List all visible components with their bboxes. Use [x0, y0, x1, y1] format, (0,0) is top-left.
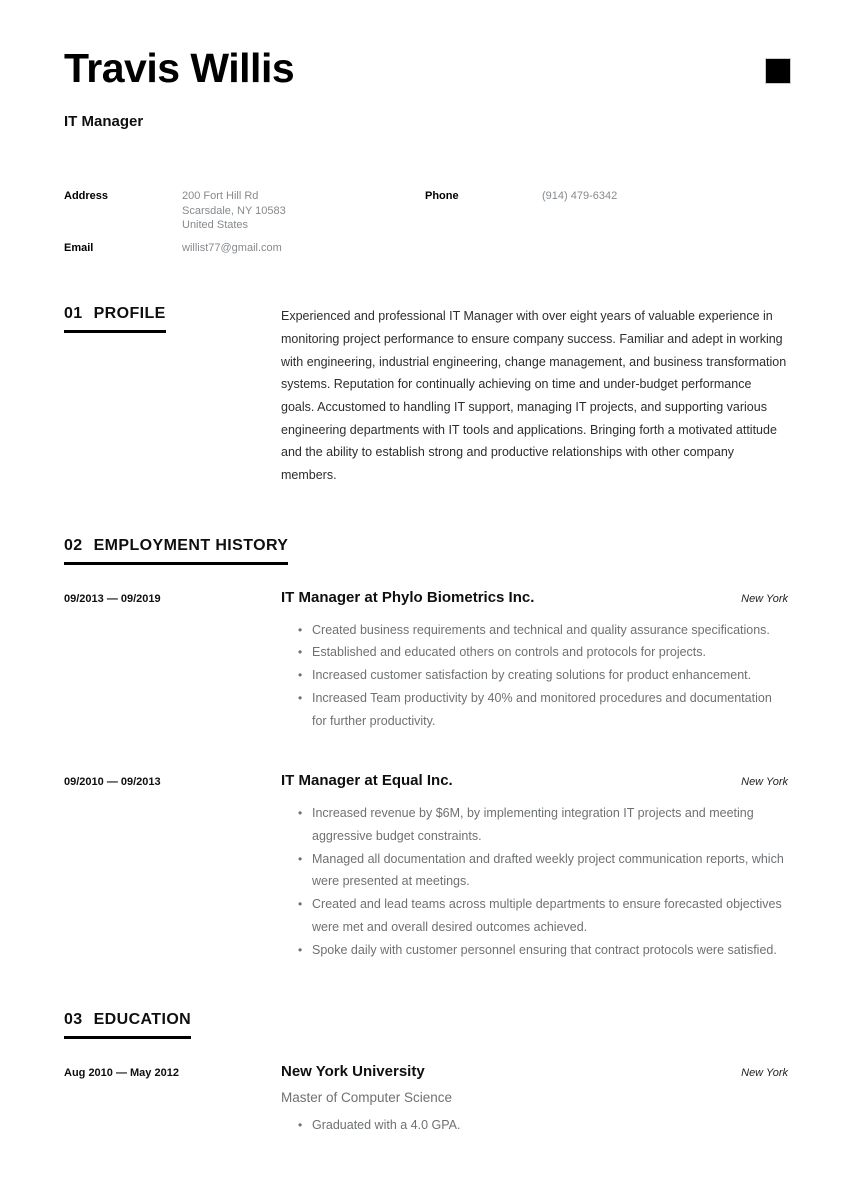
job-bullet: • Increased Team productivity by 40% and monitored procedures and documentation for further productivity.: [281, 687, 788, 732]
contact-block: [64, 189, 788, 255]
profile-section-title: PROFILE: [93, 305, 166, 323]
employment-section-number: 02: [64, 536, 83, 554]
email-value: willist77@gmail.com: [182, 241, 282, 254]
job-location: New York: [741, 776, 788, 789]
job-details: [281, 772, 788, 961]
education-details: [281, 1063, 788, 1137]
job-bullet: • Spoke daily with customer personnel ensuring that contract protocols were satisfied.: [281, 939, 788, 962]
job-bullet: • Established and educated others on controls and protocols for projects.: [281, 641, 788, 664]
section-profile: [64, 305, 788, 487]
education-bullet-list: [281, 1114, 788, 1137]
education-dates: Aug 2010 — May 2012: [64, 1067, 179, 1080]
address-label: Address: [64, 190, 109, 203]
job-bullet-list: [281, 619, 788, 733]
education-degree: Master of Computer Science: [281, 1090, 453, 1106]
employment-section-title: EMPLOYMENT HISTORY: [93, 536, 289, 554]
section-employment-history: [64, 537, 788, 961]
address-line-3: United States: [182, 219, 249, 232]
profile-header-column: [64, 305, 281, 487]
education-section-heading: [64, 1011, 191, 1039]
job-bullet: • Created and lead teams across multiple departments to ensure forecasted objectives were met and overall desired outcomes achieved.: [281, 893, 788, 938]
education-location: New York: [741, 1067, 788, 1080]
job-location: New York: [741, 592, 788, 605]
job-title-line: IT Manager at Equal Inc.: [281, 772, 453, 790]
black-square-icon: [766, 59, 790, 83]
job-details: [281, 589, 788, 733]
section-education: [64, 1011, 788, 1137]
education-bullet: • Graduated with a 4.0 GPA.: [281, 1114, 788, 1137]
address-line-1: 200 Fort Hill Rd: [182, 190, 259, 203]
person-job-title: IT Manager: [64, 113, 144, 131]
job-entry-phylo-biometrics: [64, 589, 788, 733]
contact-row-address-phone: [64, 189, 788, 233]
job-dates: 09/2013 — 09/2019: [64, 592, 161, 605]
education-school: New York University: [281, 1063, 425, 1081]
phone-label: Phone: [425, 190, 459, 203]
profile-section-heading: [64, 305, 166, 333]
email-label: Email: [64, 241, 94, 254]
education-entry-nyu: [64, 1063, 788, 1137]
person-name: Travis Willis: [64, 45, 295, 91]
phone-value: (914) 479-6342: [542, 190, 618, 203]
employment-section-heading: [64, 537, 288, 565]
address-line-2: Scarsdale, NY 10583: [182, 204, 286, 217]
job-title-line: IT Manager at Phylo Biometrics Inc.: [281, 588, 535, 606]
profile-text: Experienced and professional IT Manager with over eight years of valuable experience in monitoring project performance to ensure company success. Familiar and adept in working with engineering, industrial engineering, change management, and business transformation systems. Reputation for continually achieving on time and under-budget performance goals. Accustomed to handling IT support, managing IT projects, and supporting various engineering departments with IT tools and applications. Bringing forth a motivated attitude and the ability to establish strong and productive relationships with other company members.: [281, 309, 787, 483]
profile-body-column: [281, 305, 788, 487]
job-bullet: • Created business requirements and technical and quality assurance specifications.: [281, 619, 788, 642]
job-bullet: • Increased customer satisfaction by creating solutions for product enhancement.: [281, 664, 788, 687]
job-dates: 09/2010 — 09/2013: [64, 776, 161, 789]
education-header: [281, 1063, 788, 1080]
address-value: [182, 189, 425, 233]
job-header: [281, 772, 788, 789]
job-entry-equal-inc: [64, 772, 788, 961]
job-bullet: • Increased revenue by $6M, by implementing integration IT projects and meeting aggressive budget constraints.: [281, 802, 788, 847]
profile-section-number: 01: [64, 305, 83, 323]
job-bullet-list: [281, 802, 788, 961]
education-section-number: 03: [64, 1011, 83, 1029]
job-bullet: • Managed all documentation and drafted weekly project communication reports, which were presented at meetings.: [281, 848, 788, 893]
contact-row-email: [64, 241, 788, 256]
education-section-title: EDUCATION: [93, 1011, 192, 1029]
job-header: [281, 589, 788, 606]
